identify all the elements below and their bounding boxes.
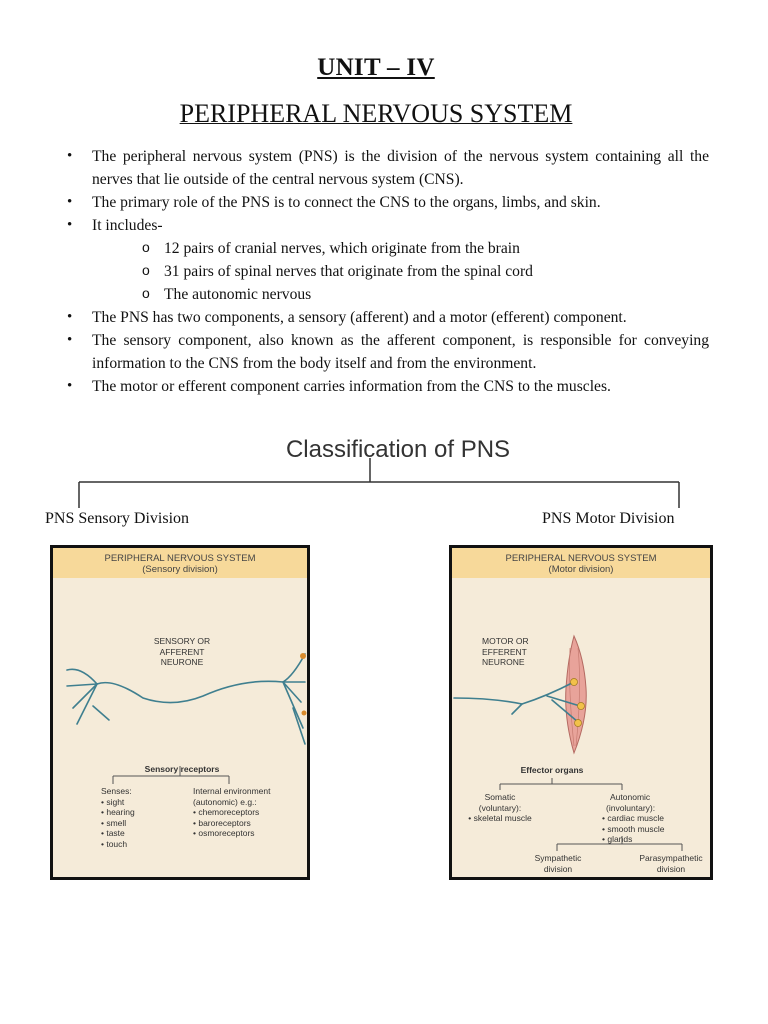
label-line: Parasympathetic [639,853,703,863]
bullet-item: • The sensory component, also known as the afferent component, is responsible for conveying information to the CNS from the body itself and from the environment. [64,329,709,375]
bullet-item: • The primary role of the PNS is to connect the CNS to the organs, limbs, and skin. [64,191,709,214]
unit-title: UNIT – IV [317,54,435,81]
label-line: Sympathetic [534,853,582,863]
motor-division-figure [449,545,713,880]
list-title: Internal environment [193,786,271,796]
panel-header-title: PERIPHERAL NERVOUS SYSTEM [505,553,657,564]
sensory-division-figure [50,545,310,880]
sympathetic-division-label [522,853,594,874]
bullet-item: • The peripheral nervous system (PNS) is the division of the nervous system containing all the nerves that lie outside of the central nervous system (CNS). [64,145,709,191]
label-line: MOTOR OR [482,636,529,646]
panel-header-subtitle: (Sensory division) [142,564,218,575]
list-item: • taste [101,828,125,838]
sub-item: o The autonomic nervous [142,283,709,306]
sub-item: o 12 pairs of cranial nerves, which originate from the brain [142,237,709,260]
list-item: • chemoreceptors [193,807,260,817]
label-line: EFFERENT [482,646,527,657]
list-title: Senses: [101,786,132,796]
motor-neurone-drawing [452,548,710,877]
sensory-receptors-title: Sensory receptors [144,764,220,774]
list-item: • glands [602,834,633,844]
list-title: Autonomic [610,792,651,802]
list-title: (involuntary): [606,802,656,813]
label-line: SENSORY OR [153,636,211,646]
sensory-division-label: PNS Sensory Division [45,510,190,527]
somatic-list [462,792,538,824]
panel-header-title: PERIPHERAL NERVOUS SYSTEM [104,553,256,564]
label-line: NEURONE [160,657,204,667]
list-item: • sight [101,796,125,807]
list-item: • hearing [101,807,135,817]
classification-title: Classification of PNS [285,436,511,463]
list-item: • osmoreceptors [193,828,255,838]
list-title: (voluntary): [478,802,522,813]
parasympathetic-division-label [634,853,708,874]
list-title: Somatic [484,792,516,802]
senses-list [101,786,135,849]
list-item: • smooth muscle [602,823,665,834]
list-item: • cardiac muscle [602,813,665,823]
motor-division-label: PNS Motor Division [542,510,675,527]
label-line: NEURONE [482,657,525,667]
page-title: PERIPHERAL NERVOUS SYSTEM [179,99,573,128]
bullet-text: It includes- [92,217,163,234]
bullet-item: • The motor or efferent component carries information from the CNS to the muscles. [64,375,709,398]
internal-environment-list [193,786,271,839]
sensory-neurone-label [127,636,237,668]
effector-organs-title: Effector organs [520,765,584,775]
list-item: • smell [101,817,127,828]
bullet-item: • The PNS has two components, a sensory (afferent) and a motor (efferent) component. [64,306,709,329]
label-line: division [543,863,573,874]
label-line: AFFERENT [159,646,205,657]
label-line: division [656,863,686,874]
panel-header-subtitle: (Motor division) [548,564,614,575]
list-title: (autonomic) e.g.: [193,796,257,807]
motor-neurone-label [482,636,529,668]
sub-item: o 31 pairs of spinal nerves that originate from the spinal cord [142,260,709,283]
list-item: • touch [101,838,128,849]
autonomic-list [602,792,665,845]
list-item: • baroreceptors [193,817,251,828]
list-item: • skeletal muscle [468,813,532,823]
